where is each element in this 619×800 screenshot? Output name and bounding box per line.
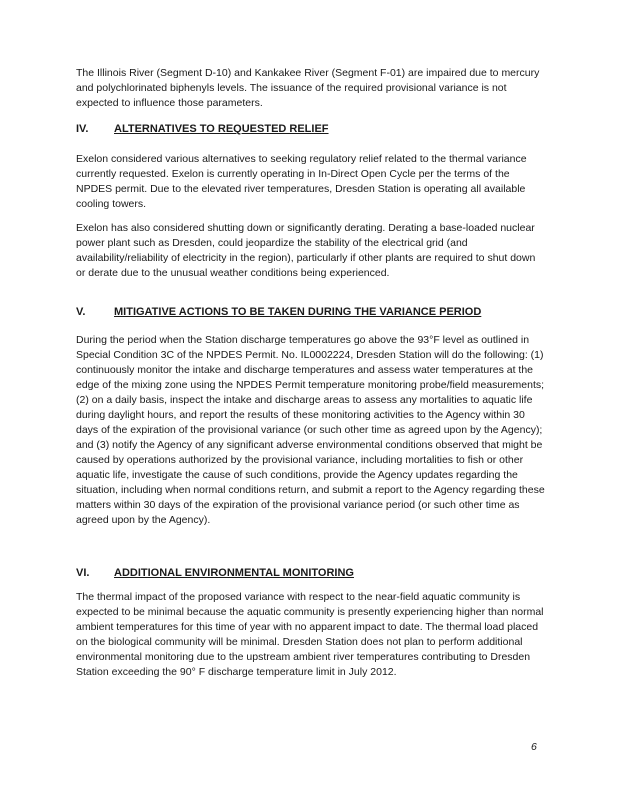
- section-iv-number: IV.: [76, 123, 89, 135]
- section-v-heading: [76, 305, 556, 320]
- section-vi-number: VI.: [76, 567, 90, 579]
- section-vi-paragraph-1: The thermal impact of the proposed variance with respect to the near-field aquatic community is expected to be minimal because the aquatic community is presently experiencing higher than normal ambient temperatures for this time of year with no apparent impact to date. The thermal load placed on the biological community will be minimal. Dresden Station does not plan to perform additional environmental monitoring due to the upstream ambient river temperatures contributing to Dresden Station exceeding the 90° F discharge temperature limit in July 2012.: [76, 591, 544, 678]
- section-v-paragraph-1: During the period when the Station discharge temperatures go above the 93°F level as outlined in Special Condition 3C of the NPDES Permit. No. IL0002224, Dresden Station will do the following: (1) continuously monitor the intake and discharge temperatures and assess water temperatures at the edge of the mixing zone using the NPDES Permit temperature monitoring probe/field measurements; (2) on a daily basis, inspect the intake and discharge areas to assess any mortalities to aquatic life during daylight hours, and report the results of these monitoring activities to the Agency within 30 days of the expiration of the provisional variance (or such other time as agreed upon by the Agency); and (3) notify the Agency of any significant adverse environmental conditions observed that might be caused by operations authorized by the provisional variance, including mortalities to fish or other aquatic life, investigate the cause of such conditions, provide the Agency updates regarding the situation, including when normal conditions return, and submit a report to the Agency regarding these matters within 30 days of the expiration of the provisional variance period (or such other time as agreed upon by the Agency).: [76, 334, 545, 526]
- section-iv-heading: [76, 122, 556, 137]
- section-iv-paragraph-1: Exelon considered various alternatives to seeking regulatory relief related to the thermal variance currently requested. Exelon is currently operating in In-Direct Open Cycle per the terms of the NPDES permit. Due to the elevated river temperatures, Dresden Station is operating all available cooling towers.: [76, 153, 527, 210]
- section-iv-paragraph-2: Exelon has also considered shutting down or significantly derating. Derating a base-loaded nuclear power plant such as Dresden, could jeopardize the stability of the electrical grid (and availability/reliability of electricity in the region), particularly if other plants are required to shut down or derate due to the unusual weather conditions being experienced.: [76, 222, 536, 279]
- intro-paragraph: The Illinois River (Segment D-10) and Kankakee River (Segment F-01) are impaired due to mercury and polychlorinated biphenyls levels. The issuance of the required provisional variance is not expected to influence those parameters.: [76, 67, 540, 109]
- page-number: 6: [531, 741, 537, 753]
- section-v-number: V.: [76, 306, 86, 318]
- section-vi-heading: [76, 566, 556, 581]
- section-vi-title: ADDITIONAL ENVIRONMENTAL MONITORING: [114, 567, 354, 579]
- section-iv-title: ALTERNATIVES TO REQUESTED RELIEF: [114, 123, 329, 135]
- section-v-title: MITIGATIVE ACTIONS TO BE TAKEN DURING THE VARIANCE PERIOD: [114, 306, 482, 318]
